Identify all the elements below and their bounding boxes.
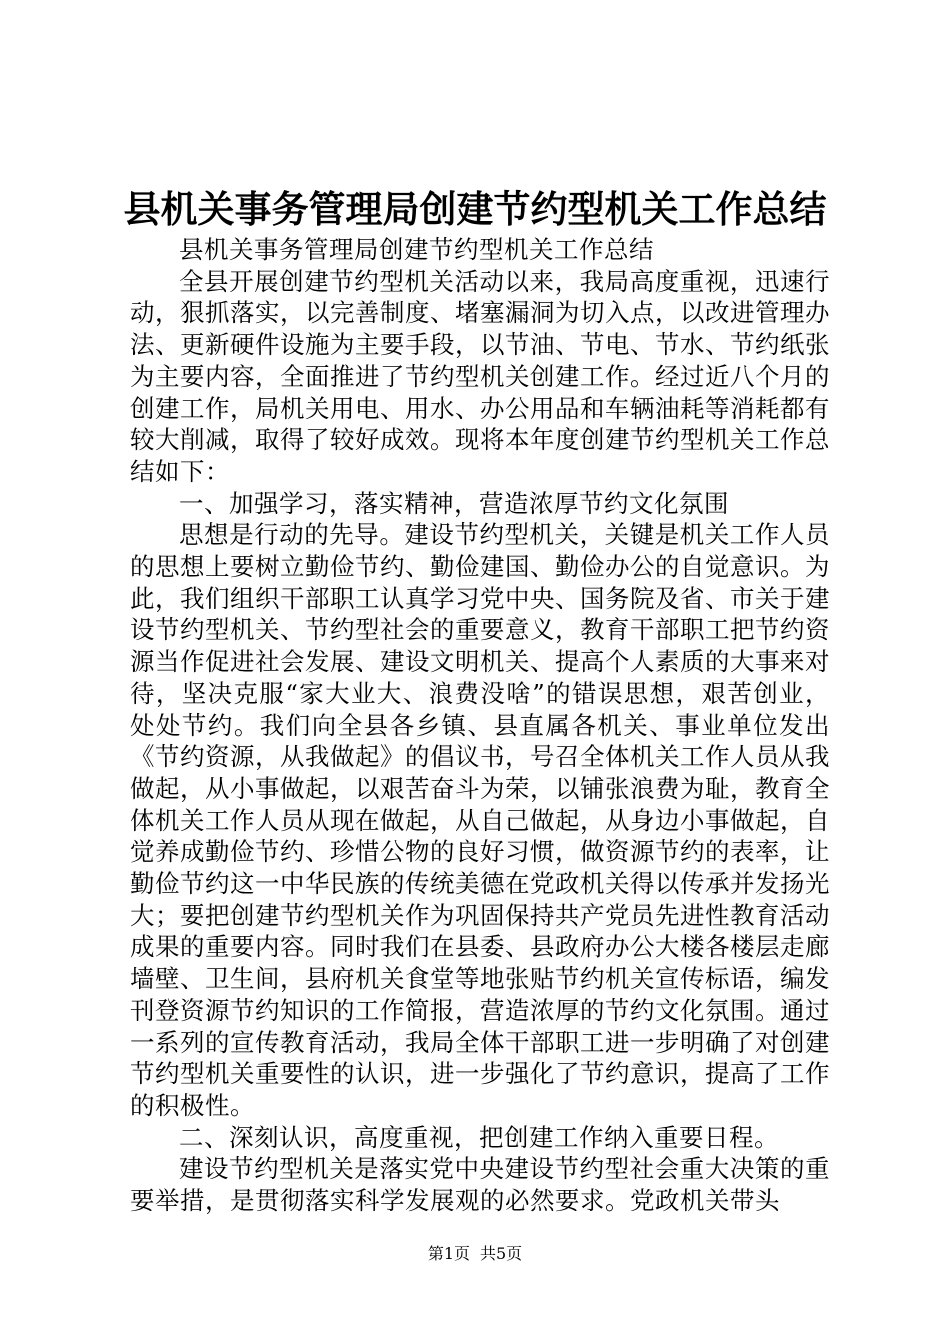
document-body [130, 234, 830, 1217]
document-title: 县机关事务管理局创建节约型机关工作总结 [123, 187, 827, 231]
paragraph-section-2: 建设节约型机关是落实党中央建设节约型社会重大决策的重要举措，是贯彻落实科学发展观的必然要求。党政机关带头 [130, 1154, 830, 1216]
page-footer [0, 1244, 950, 1264]
page-total: 共5页 [480, 1244, 523, 1263]
paragraph-section-1: 思想是行动的先导。建设节约型机关，关键是机关工作人员的思想上要树立勤俭节约、勤俭建国、勤俭办公的自觉意识。为此，我们组织干部职工认真学习党中央、国务院及省、市关于建设节约型机关、节约型社会的重要意义，教育干部职工把节约资源当作促进社会发展、建设文明机关、提高个人素质的大事来对待，坚决克服“家大业大、浪费没啥”的错误思想，艰苦创业，处处节约。我们向全县各乡镇、县直属各机关、事业单位发出《节约资源，从我做起》的倡议书，号召全体机关工作人员从我做起，从小事做起，以艰苦奋斗为荣，以铺张浪费为耻，教育全体机关工作人员从现在做起，从自己做起，从身边小事做起，自觉养成勤俭节约、珍惜公物的良好习惯，做资源节约的表率，让勤俭节约这一中华民族的传统美德在党政机关得以传承并发扬光大；要把创建节约型机关作为巩固保持共产党员先进性教育活动成果的重要内容。同时我们在县委、县政府办公大楼各楼层走廊墙壁、卫生间，县府机关食堂等地张贴节约机关宣传标语，编发刊登资源节约知识的工作简报，营造浓厚的节约文化氛围。通过一系列的宣传教育活动，我局全体干部职工进一步明确了对创建节约型机关重要性的认识，进一步强化了节约意识，提高了工作的积极性。 [130, 520, 830, 1120]
page-number: 第1页 [427, 1244, 470, 1263]
section-heading-1: 一、加强学习，落实精神，营造浓厚节约文化氛围 [179, 488, 729, 518]
section-heading-2: 二、深刻认识，高度重视，把创建工作纳入重要日程。 [179, 1122, 779, 1152]
paragraph-subtitle: 县机关事务管理局创建节约型机关工作总结 [179, 235, 654, 264]
paragraph-intro: 全县开展创建节约型机关活动以来，我局高度重视，迅速行动，狠抓落实，以完善制度、堵塞漏洞为切入点，以改进管理办法、更新硬件设施为主要手段，以节油、节电、节水、节约纸张为主要内容，全面推进了节约型机关创建工作。经过近八个月的创建工作，局机关用电、用水、办公用品和车辆油耗等消耗都有较大削减，取得了较好成效。现将本年度创建节约型机关工作总结如下： [130, 266, 830, 486]
